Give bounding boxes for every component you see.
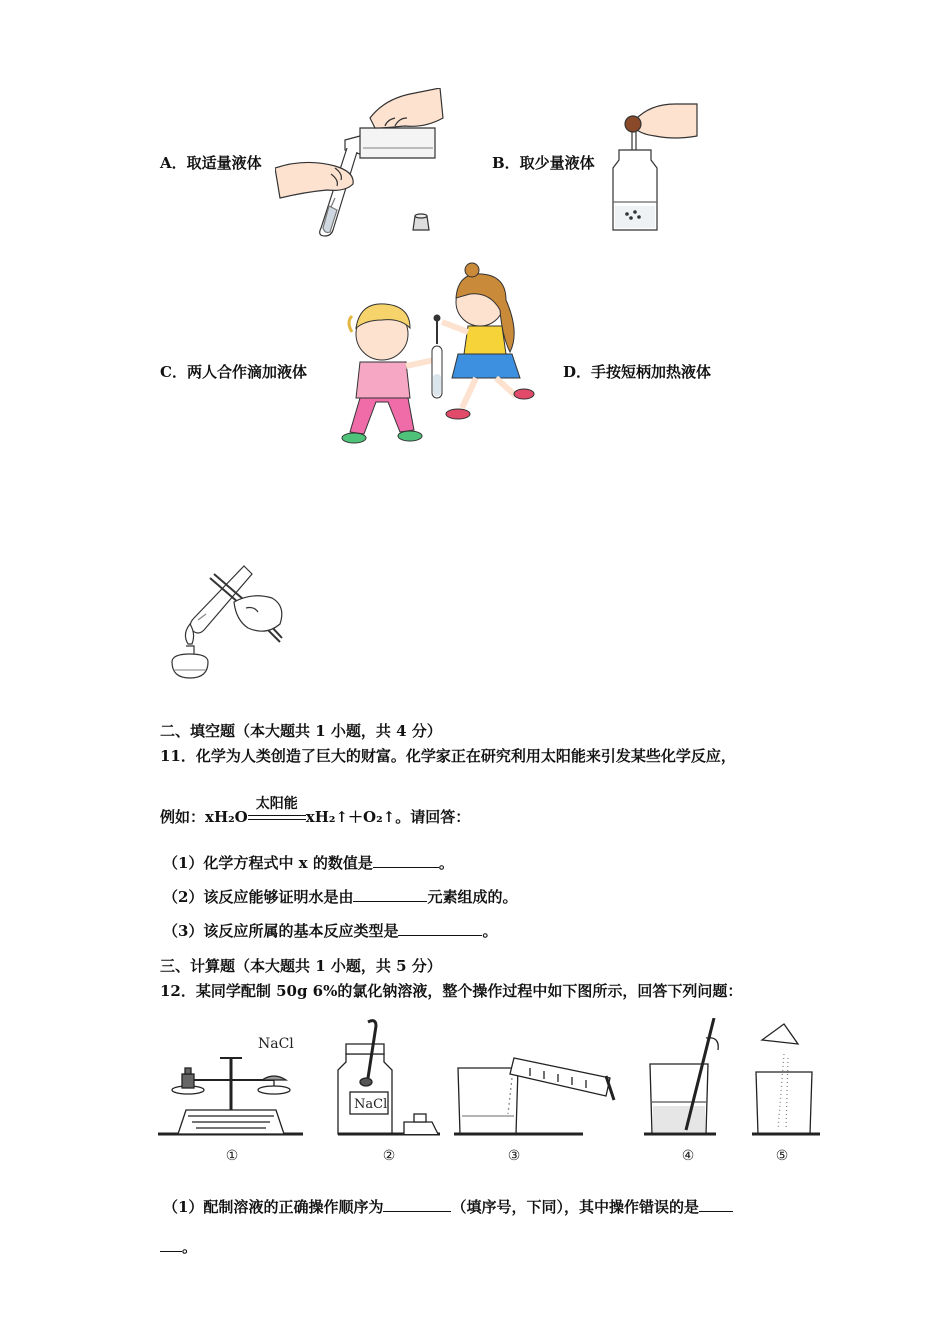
step-5-label: ⑤ bbox=[775, 1148, 789, 1164]
step-3-label: ③ bbox=[507, 1148, 521, 1164]
balance-icon bbox=[158, 1058, 303, 1134]
bottle-nacl-label: NaCl bbox=[354, 1097, 388, 1112]
step-4-label: ④ bbox=[681, 1148, 695, 1164]
reagent-bottle-icon bbox=[338, 1021, 440, 1134]
chemical-equation bbox=[160, 796, 471, 827]
step-2-label: ② bbox=[382, 1148, 396, 1164]
section-3-heading: 三、计算题（本大题共 1 小题，共 5 分） bbox=[160, 957, 442, 975]
answer-blank-11-3[interactable] bbox=[398, 921, 482, 936]
answer-blank-12-error-a[interactable] bbox=[699, 1197, 733, 1212]
reaction-condition: 太阳能 bbox=[255, 796, 298, 812]
stirring-beaker-icon bbox=[644, 1018, 718, 1134]
answer-blank-12-error-b[interactable] bbox=[160, 1237, 182, 1252]
equation-reactant: 例如：xH₂O bbox=[160, 808, 248, 826]
question-12-part-1-continued: 。 bbox=[160, 1236, 197, 1257]
balance-nacl-label: NaCl bbox=[258, 1036, 294, 1052]
option-c: C．两人合作滴加液体 bbox=[160, 363, 307, 381]
question-12-intro: 12．某同学配制 50g 6%的氯化钠溶液，整个操作过程中如下图所示，回答下列问题： bbox=[160, 982, 743, 1000]
beaker-cylinder-icon bbox=[454, 1058, 614, 1134]
question-12-part-1: （1）配制溶液的正确操作顺序为 （填序号，下同），其中操作错误的是 bbox=[163, 1196, 733, 1217]
step-1-label: ① bbox=[225, 1148, 239, 1164]
answer-blank-11-1[interactable] bbox=[373, 853, 439, 868]
question-11-intro: 11．化学为人类创造了巨大的财富。化学家正在研究利用太阳能来引发某些化学反应， bbox=[160, 747, 736, 765]
option-a: A．取适量液体 bbox=[160, 154, 262, 172]
two-children-figure bbox=[330, 262, 540, 452]
dropper-bottle-figure bbox=[605, 102, 700, 234]
equation-products: xH₂↑＋O₂↑。请回答： bbox=[305, 808, 471, 826]
section-2-heading: 二、填空题（本大题共 1 小题，共 4 分） bbox=[160, 722, 442, 740]
answer-blank-11-2[interactable] bbox=[353, 887, 427, 902]
question-11-part-1: （1）化学方程式中 x 的数值是 。 bbox=[163, 854, 454, 872]
option-b: B．取少量液体 bbox=[492, 154, 595, 172]
option-d: D．手按短柄加热液体 bbox=[563, 363, 712, 381]
pouring-salt-beaker-icon bbox=[752, 1024, 820, 1134]
reaction-arrow bbox=[248, 796, 306, 825]
heating-tube-figure bbox=[162, 558, 287, 690]
question-11-part-2: （2）该反应能够证明水是由 元素组成的。 bbox=[163, 888, 518, 906]
question-11-part-3: （3）该反应所属的基本反应类型是 。 bbox=[163, 922, 498, 940]
pour-liquid-figure bbox=[275, 88, 445, 238]
answer-blank-12-order[interactable] bbox=[383, 1197, 451, 1212]
solution-prep-figure bbox=[158, 1018, 828, 1168]
